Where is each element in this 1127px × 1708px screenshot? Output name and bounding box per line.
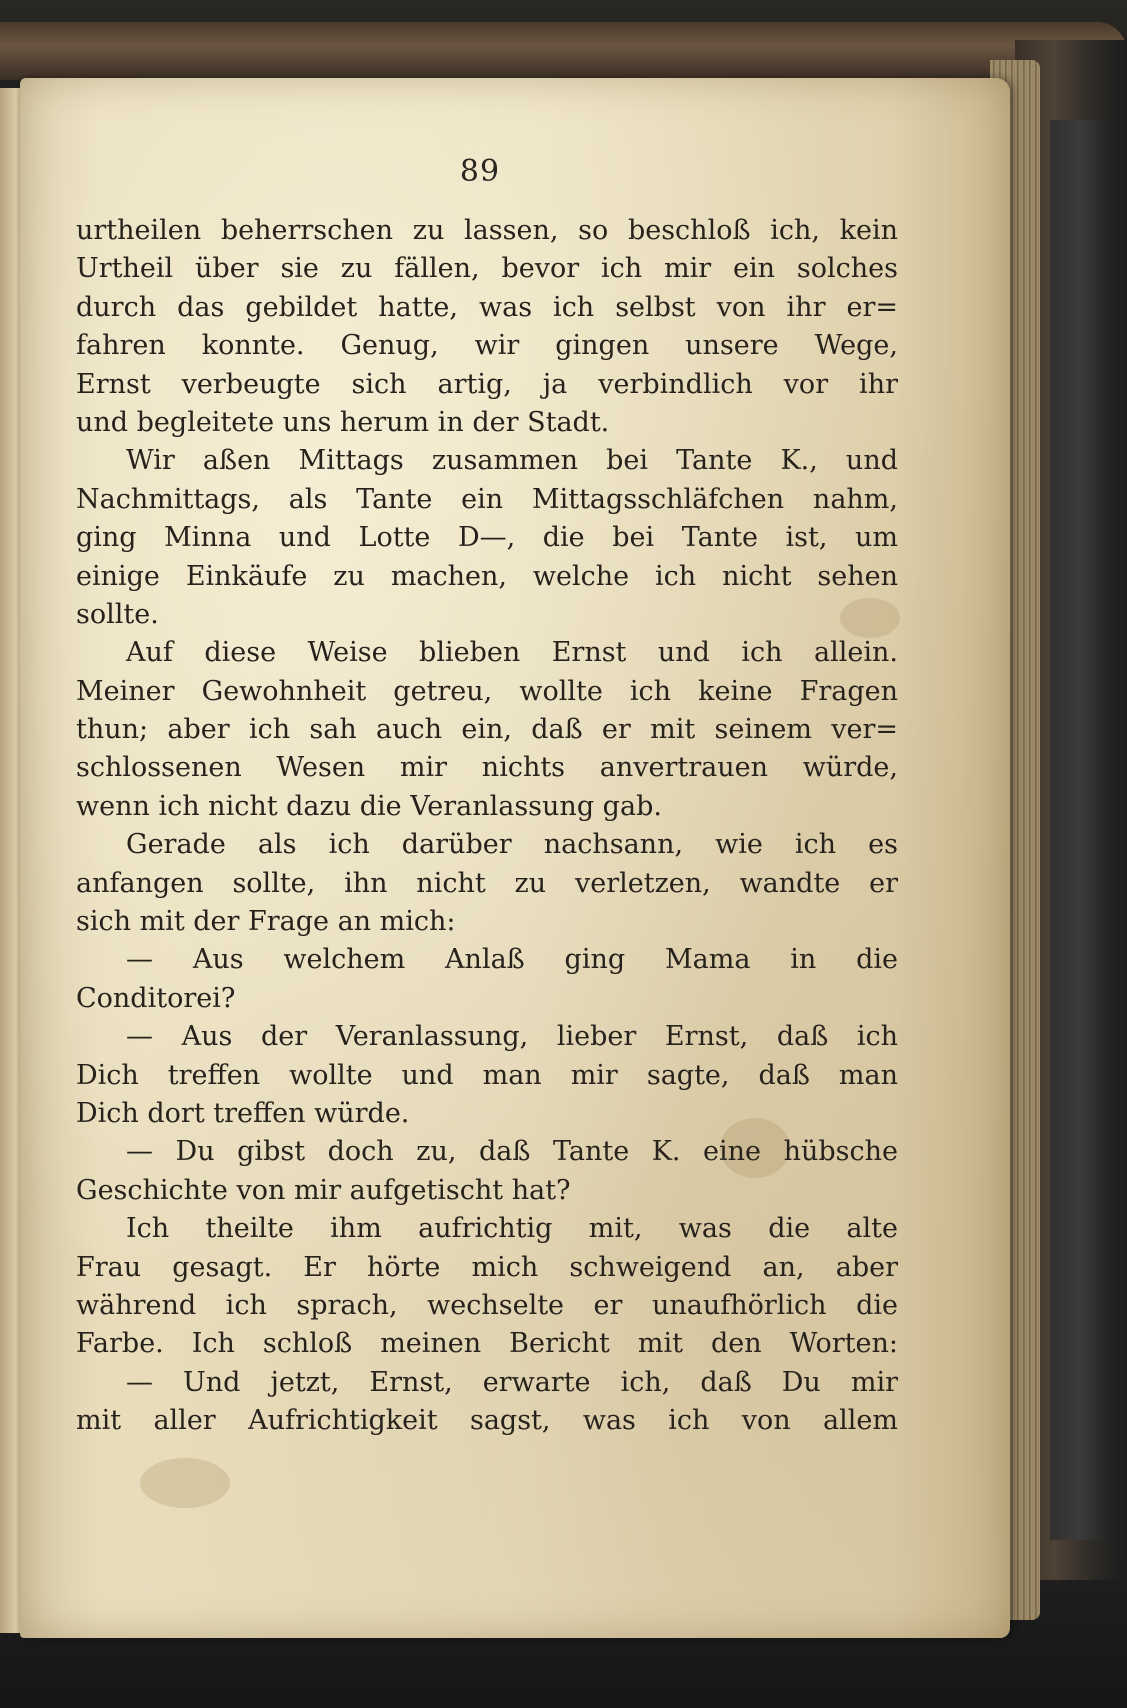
- book-page: [20, 78, 1010, 1638]
- text-line: während ich sprach, wechselte er unaufhörlich die: [76, 1289, 898, 1321]
- text-line: wenn ich nicht dazu die Veranlassung gab.: [76, 790, 662, 822]
- text-line: Ernst verbeugte sich artig, ja verbindlich vor ihr: [76, 368, 898, 400]
- text-line: Auf diese Weise blieben Ernst und ich allein.: [126, 637, 898, 669]
- text-line: Conditorei?: [76, 982, 236, 1014]
- text-line: Dich dort treffen würde.: [76, 1097, 410, 1129]
- book-cover-top: [0, 22, 1127, 80]
- page-number: 89: [459, 154, 501, 189]
- text-line: schlossenen Wesen mir nichts anvertrauen würde,: [76, 752, 898, 784]
- text-line: Meiner Gewohnheit getreu, wollte ich keine Fragen: [76, 675, 898, 707]
- text-line: Gerade als ich darüber nachsann, wie ich es: [126, 829, 898, 861]
- text-line: Ich theilte ihm aufrichtig mit, was die alte: [126, 1213, 898, 1245]
- body-text: [76, 212, 898, 1441]
- text-line: mit aller Aufrichtigkeit sagst, was ich von allem: [76, 1405, 898, 1437]
- book-cover-fabric: [1050, 120, 1110, 1540]
- text-line: — Aus der Veranlassung, lieber Ernst, daß ich: [126, 1021, 898, 1053]
- text-line: urtheilen beherrschen zu lassen, so beschloß ich, kein: [76, 215, 898, 246]
- text-line: Geschichte von mir aufgetischt hat?: [76, 1174, 571, 1206]
- text-line: Wir aßen Mittags zusammen bei Tante K., und: [126, 445, 898, 477]
- text-line: durch das gebildet hatte, was ich selbst von ihr er=: [76, 291, 898, 323]
- text-line: einige Einkäufe zu machen, welche ich nicht sehen: [76, 560, 898, 592]
- text-line: anfangen sollte, ihn nicht zu verletzen, wandte er: [76, 867, 898, 899]
- text-line: Nachmittags, als Tante ein Mittagsschläfchen nahm,: [76, 483, 898, 515]
- text-line: Farbe. Ich schloß meinen Bericht mit den Worten:: [76, 1328, 898, 1360]
- text-line: fahren konnte. Genug, wir gingen unsere Wege,: [76, 330, 898, 362]
- text-line: sich mit der Frage an mich:: [76, 906, 456, 938]
- paper-stain: [140, 1458, 230, 1508]
- text-line: sollte.: [76, 598, 159, 630]
- text-line: Urtheil über sie zu fällen, bevor ich mir ein solches: [76, 253, 898, 285]
- text-line: — Aus welchem Anlaß ging Mama in die: [126, 944, 898, 976]
- text-line: ging Minna und Lotte D—, die bei Tante ist, um: [76, 522, 898, 554]
- text-line: — Du gibst doch zu, daß Tante K. eine hübsche: [126, 1136, 898, 1168]
- text-line: Frau gesagt. Er hörte mich schweigend an, aber: [76, 1251, 898, 1283]
- text-line: und begleitete uns herum in der Stadt.: [76, 406, 610, 438]
- text-line: thun; aber ich sah auch ein, daß er mit seinem ver=: [76, 714, 898, 746]
- text-line: Dich treffen wollte und man mir sagte, daß man: [76, 1059, 898, 1091]
- text-line: — Und jetzt, Ernst, erwarte ich, daß Du mir: [126, 1366, 898, 1398]
